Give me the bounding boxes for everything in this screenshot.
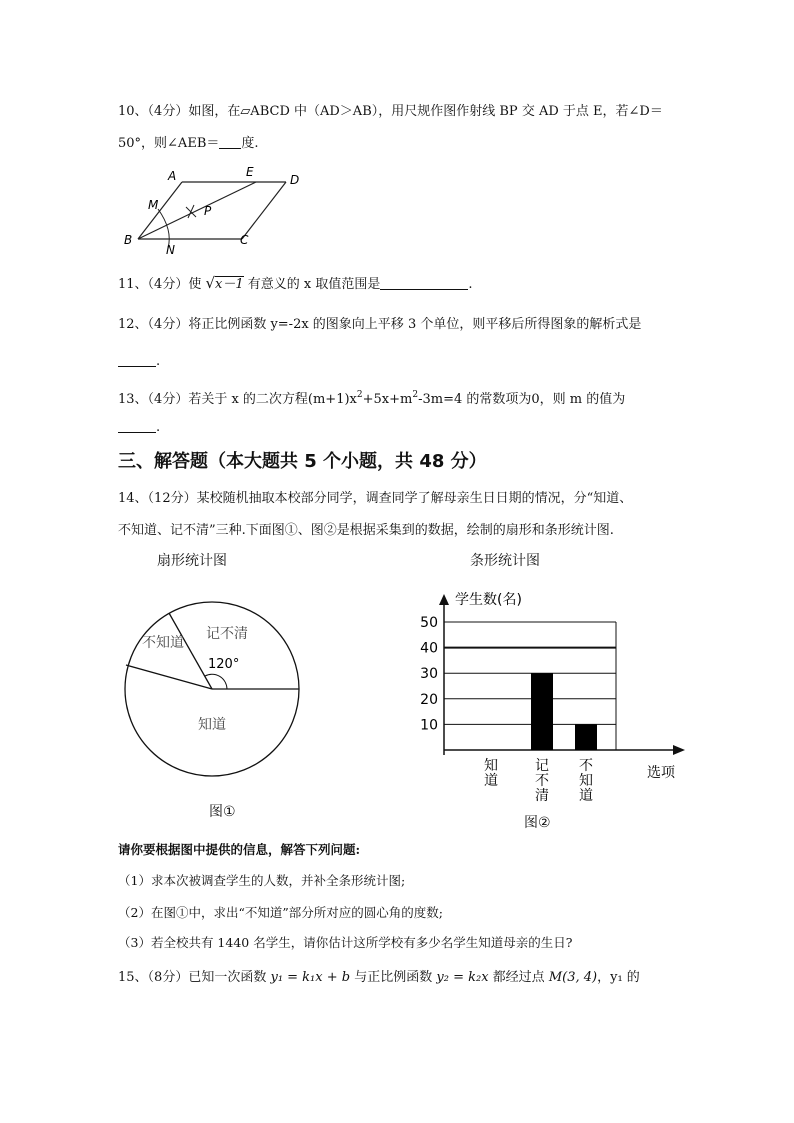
q11	[118, 273, 473, 295]
q14-sub2: （2）在图①中，求出“不知道”部分所对应的圆心角的度数;	[118, 905, 443, 920]
q14-line1: 14、（12分）某校随机抽取本校部分同学，调查同学了解母亲生日日期的情况，分“知道、	[118, 491, 633, 506]
pie-title: 扇形统计图	[157, 553, 227, 569]
q14-intro: 请你要根据图中提供的信息，解答下列问题:	[118, 842, 361, 857]
q12-end: .	[156, 354, 161, 369]
q10-line2-text: 50°，则∠AEB＝	[118, 136, 220, 151]
q13-prefix: 13、（4分）若关于 x 的二次方程(m+1)x	[118, 392, 357, 407]
function-y2: y₂ = k₂x	[436, 970, 489, 985]
q14-line2: 不知道、记不清”三种.下面图①、图②是根据采集到的数据，绘制的扇形和条形统计图.	[118, 523, 614, 538]
bar-1	[531, 673, 553, 750]
y-axis-arrow	[439, 594, 449, 605]
y-tick-label: 40	[420, 640, 438, 657]
q15-prefix: 15、（8分）已知一次函数	[118, 970, 267, 985]
q13-line2	[118, 418, 160, 438]
q15-mid: 与正比例函数	[354, 970, 433, 985]
label-A: A	[168, 169, 177, 183]
slice-boundary	[169, 613, 212, 689]
q14-sub3: （3）若全校共有 1440 名学生，请你估计这所学校有多少名学生知道母亲的生日?	[118, 935, 573, 950]
label-C: C	[240, 233, 249, 247]
label-E: E	[246, 165, 254, 179]
pie-caption: 图①	[209, 804, 236, 820]
q12-line1: 12、（4分）将正比例函数 y=-2x 的图象向上平移 3 个单位，则平移后所得图象的解析式是	[118, 317, 642, 332]
label-P: P	[204, 204, 212, 218]
sqrt-expression: √x－1	[205, 274, 244, 292]
q12-line2	[118, 352, 160, 372]
parallelogram-figure	[118, 162, 318, 257]
y-axis-title: 学生数(名)	[455, 592, 522, 608]
q14-sub1: （1）求本次被调查学生的人数，并补全条形统计图;	[118, 873, 406, 888]
slice-label-buzhidao: 不知道	[142, 635, 184, 651]
q15-tail: ，y₁ 的	[597, 970, 640, 985]
bar-2	[575, 724, 597, 750]
label-M: M	[148, 198, 159, 212]
answer-blank	[118, 352, 156, 367]
q13-end: .	[156, 420, 161, 435]
y-tick-label: 50	[420, 615, 438, 631]
x-tick-label: 记不清	[535, 758, 549, 804]
x-axis-title: 选项	[647, 765, 675, 781]
point-M: M(3, 4)	[548, 970, 598, 985]
slice-label-jibuqing: 记不清	[206, 626, 248, 642]
q11-suffix: 有意义的 x 取值范围是	[247, 277, 381, 292]
q10-line1: 10、（4分）如图，在▱ABCD 中（AD＞AB），用尺规作图作射线 BP 交 AD 于点 E，若∠D＝	[118, 104, 663, 119]
y-tick-label: 30	[420, 666, 438, 683]
answer-blank	[118, 418, 156, 433]
label-N: N	[166, 243, 175, 257]
q13-rest: -3m=4 的常数项为0，则 m 的值为	[418, 392, 626, 407]
x-tick-label: 知道	[484, 758, 498, 789]
x-tick-label: 不知道	[579, 758, 593, 804]
function-y1: y₁ = k₁x + b	[270, 970, 351, 985]
q10-line2-unit: 度.	[241, 136, 259, 151]
answer-blank	[219, 134, 241, 149]
q11-prefix: 11、（4分）使	[118, 277, 202, 292]
q15-line1	[118, 968, 640, 988]
side-CD	[242, 182, 286, 239]
y-tick-label: 10	[420, 717, 438, 734]
y-tick-label: 20	[420, 691, 438, 708]
x-axis-arrow	[673, 745, 685, 755]
slice-label-zhidao: 知道	[198, 717, 226, 733]
bar-caption: 图②	[524, 815, 551, 831]
bar-chart	[415, 585, 695, 815]
section-heading: 三、解答题（本大题共 5 个小题，共 48 分）	[118, 451, 487, 472]
q15-rest: 都经过点	[492, 970, 545, 985]
angle-label: 120°	[208, 657, 240, 672]
exponent: 2	[356, 390, 363, 400]
q10-line2	[118, 134, 259, 154]
q11-end: .	[468, 277, 473, 292]
slice-boundary	[126, 665, 212, 689]
label-B: B	[124, 233, 133, 247]
radicand: x－1	[215, 277, 244, 292]
label-D: D	[290, 173, 300, 187]
exponent: 2	[412, 390, 419, 400]
q13-line1	[118, 385, 625, 410]
pie-chart	[118, 595, 308, 785]
q13-mid: +5x+m	[362, 392, 413, 407]
answer-blank	[380, 275, 468, 290]
side-AB	[138, 182, 182, 239]
bar-title: 条形统计图	[470, 553, 540, 569]
